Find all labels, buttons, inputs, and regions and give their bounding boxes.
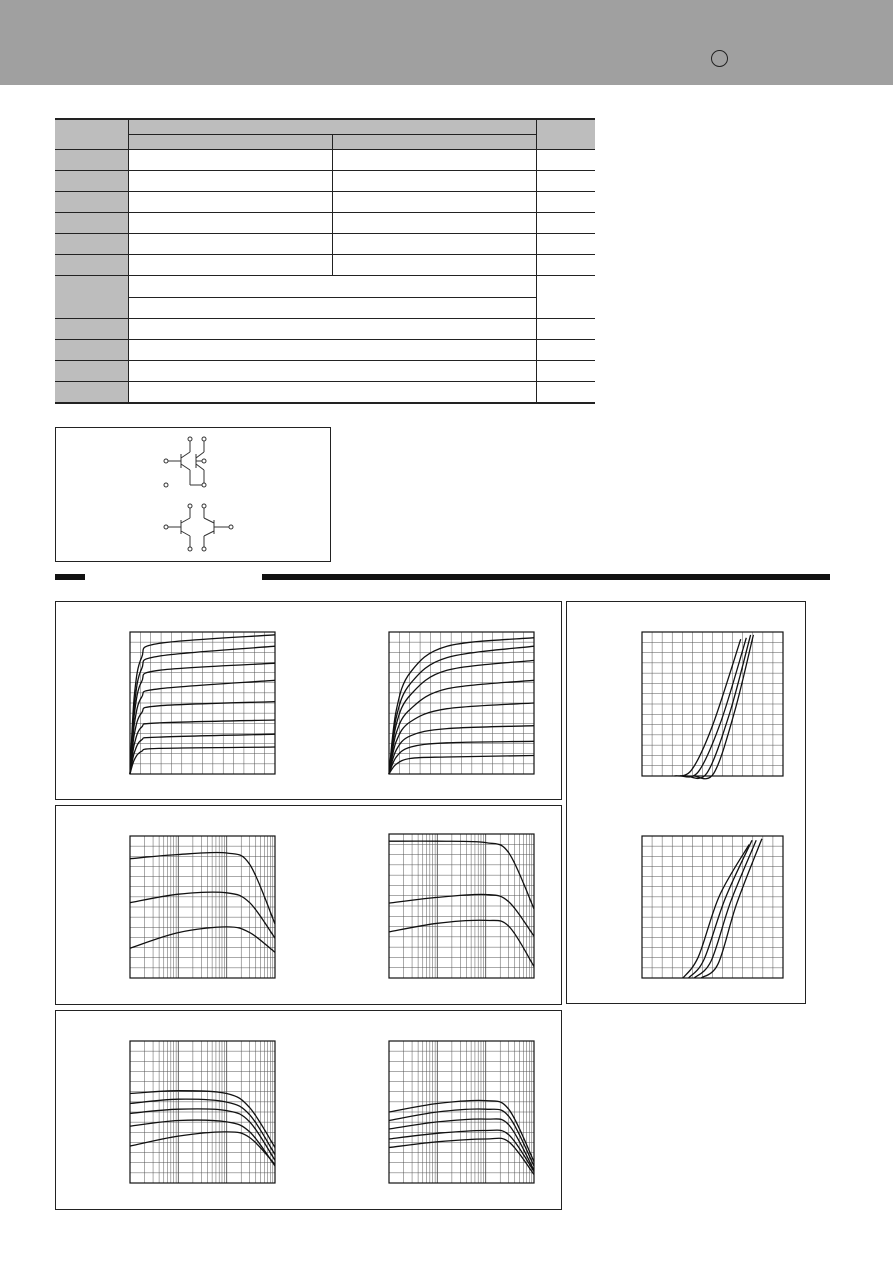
table-cell [128,297,536,319]
unit-cell [536,171,595,192]
table-cell [128,319,536,340]
row-label [55,150,128,171]
unit-cell [536,361,595,382]
table-row [55,150,595,171]
table-row [55,255,595,276]
table-header-cell [128,119,536,135]
header-band [0,0,893,85]
equivalent-circuit-box [55,427,331,562]
npn-transistor-pair-symbol [164,437,206,487]
row-label [55,340,128,361]
unit-cell [536,234,595,255]
unit-cell [536,319,595,340]
table-row [55,171,595,192]
table-row [55,276,595,298]
unit-cell [536,255,595,276]
table-cell [128,213,332,234]
table-row [55,361,595,382]
table-row [55,382,595,404]
table-cell [128,255,332,276]
table-cell [128,234,332,255]
table-row [55,192,595,213]
row-label [55,171,128,192]
table-cell [332,192,536,213]
unit-cell [536,192,595,213]
table-cell [128,340,536,361]
chart-panel-transfer-characteristics [566,601,806,1004]
row-label [55,276,128,319]
table-cell [332,150,536,171]
table-cell [332,171,536,192]
table-row [55,213,595,234]
table-row [55,340,595,361]
row-label [55,382,128,404]
unit-cell [536,276,595,319]
section-rule-right [262,574,830,580]
row-label [55,213,128,234]
registered-mark-icon [711,50,728,67]
spec-table [55,118,595,404]
unit-cell [536,150,595,171]
unit-cell [536,213,595,234]
table-cell [128,192,332,213]
row-label [55,319,128,340]
table-row [55,297,595,319]
section-rule-left [55,574,85,580]
table-cell [332,234,536,255]
table-cell [128,382,536,404]
chart-panel-output-characteristics [55,601,562,800]
table-header-row [55,119,595,135]
row-label [55,361,128,382]
row-label [55,192,128,213]
table-header-cell [536,119,595,150]
equivalent-circuit-diagram [56,428,330,561]
table-row [55,234,595,255]
table-subheader-cell [332,135,536,150]
row-label [55,255,128,276]
unit-cell [536,382,595,404]
table-cell [128,361,536,382]
row-label [55,234,128,255]
table-cell [332,255,536,276]
table-cell [332,213,536,234]
pnp-transistor-pair-symbol [164,504,233,551]
table-row [55,319,595,340]
table-cell [128,150,332,171]
table-subheader-row [55,135,595,150]
chart-panel-gain-response [55,1010,562,1210]
table-cell [128,276,536,298]
table-subheader-cell [128,135,332,150]
chart-panel-frequency-response [55,805,562,1005]
table-header-cell [55,119,128,150]
unit-cell [536,340,595,361]
table-cell [128,171,332,192]
